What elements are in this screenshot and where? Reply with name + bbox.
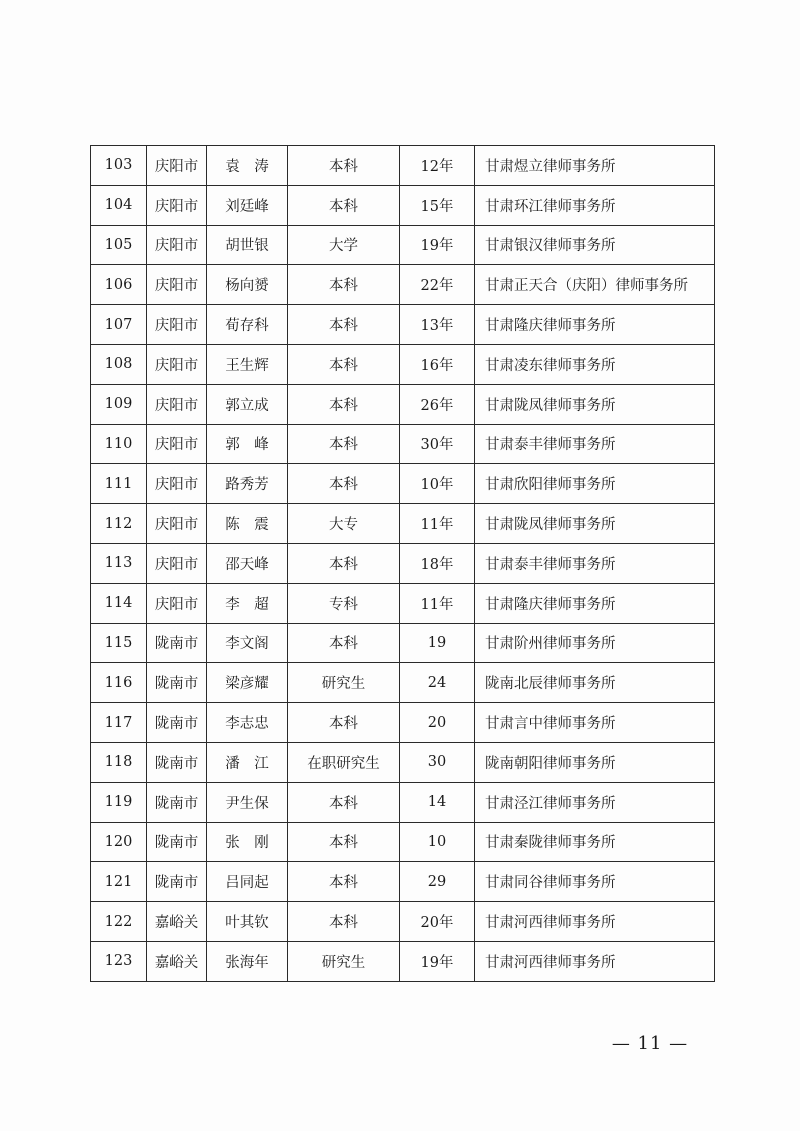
cell-education: 本科	[288, 822, 400, 862]
cell-practice-years: 30年	[400, 424, 475, 464]
table-row	[91, 424, 715, 464]
cell-law-firm: 甘肃河西律师事务所	[475, 902, 715, 942]
cell-lawyer-name: 李 超	[207, 583, 288, 623]
cell-education: 本科	[288, 185, 400, 225]
cell-law-firm: 甘肃河西律师事务所	[475, 941, 715, 981]
cell-practice-years: 10	[400, 822, 475, 862]
cell-practice-years: 24	[400, 663, 475, 703]
cell-practice-years: 12年	[400, 146, 475, 186]
cell-city: 庆阳市	[147, 225, 207, 265]
table-row	[91, 384, 715, 424]
cell-number: 123	[91, 941, 147, 981]
cell-lawyer-name: 杨向赟	[207, 265, 288, 305]
cell-city: 庆阳市	[147, 146, 207, 186]
cell-number: 118	[91, 742, 147, 782]
cell-city: 庆阳市	[147, 265, 207, 305]
cell-law-firm: 甘肃环江律师事务所	[475, 185, 715, 225]
page-number: — 11 —	[611, 1033, 689, 1054]
cell-education: 本科	[288, 265, 400, 305]
cell-education: 本科	[288, 862, 400, 902]
cell-lawyer-name: 叶其钦	[207, 902, 288, 942]
cell-lawyer-name: 袁 涛	[207, 146, 288, 186]
cell-law-firm: 甘肃正天合（庆阳）律师事务所	[475, 265, 715, 305]
cell-education: 大专	[288, 504, 400, 544]
cell-law-firm: 甘肃欣阳律师事务所	[475, 464, 715, 504]
cell-education: 大学	[288, 225, 400, 265]
cell-education: 本科	[288, 464, 400, 504]
cell-city: 庆阳市	[147, 504, 207, 544]
cell-lawyer-name: 王生辉	[207, 344, 288, 384]
cell-practice-years: 29	[400, 862, 475, 902]
cell-lawyer-name: 李志忠	[207, 703, 288, 743]
cell-lawyer-name: 李文阁	[207, 623, 288, 663]
cell-lawyer-name: 邵天峰	[207, 543, 288, 583]
table-row	[91, 941, 715, 981]
cell-practice-years: 10年	[400, 464, 475, 504]
cell-practice-years: 11年	[400, 504, 475, 544]
cell-education: 本科	[288, 146, 400, 186]
table-row	[91, 822, 715, 862]
cell-number: 114	[91, 583, 147, 623]
cell-city: 陇南市	[147, 663, 207, 703]
table-row	[91, 305, 715, 345]
cell-number: 107	[91, 305, 147, 345]
cell-law-firm: 甘肃隆庆律师事务所	[475, 305, 715, 345]
cell-law-firm: 甘肃泰丰律师事务所	[475, 424, 715, 464]
cell-lawyer-name: 郭立成	[207, 384, 288, 424]
cell-number: 122	[91, 902, 147, 942]
table-row	[91, 782, 715, 822]
cell-number: 108	[91, 344, 147, 384]
cell-law-firm: 甘肃秦陇律师事务所	[475, 822, 715, 862]
table-row	[91, 146, 715, 186]
cell-city: 庆阳市	[147, 185, 207, 225]
cell-city: 陇南市	[147, 703, 207, 743]
cell-law-firm: 甘肃凌东律师事务所	[475, 344, 715, 384]
cell-law-firm: 甘肃言中律师事务所	[475, 703, 715, 743]
table-row	[91, 265, 715, 305]
cell-city: 陇南市	[147, 623, 207, 663]
cell-number: 105	[91, 225, 147, 265]
table-row	[91, 583, 715, 623]
cell-lawyer-name: 吕同起	[207, 862, 288, 902]
cell-practice-years: 19	[400, 623, 475, 663]
cell-education: 本科	[288, 424, 400, 464]
table-row	[91, 185, 715, 225]
cell-lawyer-name: 胡世银	[207, 225, 288, 265]
cell-number: 104	[91, 185, 147, 225]
cell-education: 本科	[288, 344, 400, 384]
cell-education: 研究生	[288, 663, 400, 703]
table-row	[91, 344, 715, 384]
cell-law-firm: 甘肃泾江律师事务所	[475, 782, 715, 822]
cell-lawyer-name: 潘 江	[207, 742, 288, 782]
table-row	[91, 504, 715, 544]
cell-lawyer-name: 张 刚	[207, 822, 288, 862]
cell-education: 本科	[288, 543, 400, 583]
cell-practice-years: 14	[400, 782, 475, 822]
cell-law-firm: 甘肃隆庆律师事务所	[475, 583, 715, 623]
cell-practice-years: 19年	[400, 941, 475, 981]
cell-practice-years: 15年	[400, 185, 475, 225]
cell-practice-years: 22年	[400, 265, 475, 305]
cell-practice-years: 19年	[400, 225, 475, 265]
cell-city: 陇南市	[147, 742, 207, 782]
cell-law-firm: 甘肃煜立律师事务所	[475, 146, 715, 186]
cell-practice-years: 11年	[400, 583, 475, 623]
cell-education: 在职研究生	[288, 742, 400, 782]
cell-number: 103	[91, 146, 147, 186]
cell-lawyer-name: 尹生保	[207, 782, 288, 822]
cell-lawyer-name: 刘廷峰	[207, 185, 288, 225]
cell-city: 嘉峪关	[147, 941, 207, 981]
cell-number: 116	[91, 663, 147, 703]
cell-number: 110	[91, 424, 147, 464]
cell-education: 本科	[288, 782, 400, 822]
lawyer-roster-table	[90, 145, 715, 982]
table-row	[91, 902, 715, 942]
cell-education: 本科	[288, 305, 400, 345]
table-row	[91, 225, 715, 265]
table-row	[91, 623, 715, 663]
cell-law-firm: 甘肃陇凤律师事务所	[475, 504, 715, 544]
cell-law-firm: 甘肃同谷律师事务所	[475, 862, 715, 902]
cell-number: 117	[91, 703, 147, 743]
cell-lawyer-name: 陈 震	[207, 504, 288, 544]
cell-law-firm: 甘肃陇凤律师事务所	[475, 384, 715, 424]
table-row	[91, 464, 715, 504]
cell-law-firm: 陇南北辰律师事务所	[475, 663, 715, 703]
cell-city: 嘉峪关	[147, 902, 207, 942]
cell-lawyer-name: 郭 峰	[207, 424, 288, 464]
cell-education: 本科	[288, 703, 400, 743]
cell-law-firm: 陇南朝阳律师事务所	[475, 742, 715, 782]
cell-number: 112	[91, 504, 147, 544]
cell-practice-years: 26年	[400, 384, 475, 424]
cell-lawyer-name: 梁彦耀	[207, 663, 288, 703]
cell-law-firm: 甘肃银汉律师事务所	[475, 225, 715, 265]
cell-city: 庆阳市	[147, 305, 207, 345]
cell-number: 121	[91, 862, 147, 902]
cell-city: 庆阳市	[147, 464, 207, 504]
cell-number: 119	[91, 782, 147, 822]
cell-number: 111	[91, 464, 147, 504]
cell-city: 庆阳市	[147, 543, 207, 583]
cell-lawyer-name: 路秀芳	[207, 464, 288, 504]
cell-number: 109	[91, 384, 147, 424]
cell-education: 研究生	[288, 941, 400, 981]
cell-number: 113	[91, 543, 147, 583]
cell-practice-years: 13年	[400, 305, 475, 345]
table-row	[91, 703, 715, 743]
cell-education: 本科	[288, 623, 400, 663]
roster-table-body	[91, 146, 715, 982]
cell-practice-years: 30	[400, 742, 475, 782]
cell-number: 106	[91, 265, 147, 305]
cell-law-firm: 甘肃泰丰律师事务所	[475, 543, 715, 583]
cell-law-firm: 甘肃阶州律师事务所	[475, 623, 715, 663]
cell-education: 本科	[288, 384, 400, 424]
cell-city: 陇南市	[147, 782, 207, 822]
cell-number: 120	[91, 822, 147, 862]
cell-number: 115	[91, 623, 147, 663]
cell-education: 本科	[288, 902, 400, 942]
cell-practice-years: 20	[400, 703, 475, 743]
cell-practice-years: 18年	[400, 543, 475, 583]
cell-practice-years: 20年	[400, 902, 475, 942]
cell-city: 庆阳市	[147, 344, 207, 384]
table-row	[91, 862, 715, 902]
cell-city: 庆阳市	[147, 384, 207, 424]
cell-education: 专科	[288, 583, 400, 623]
cell-city: 陇南市	[147, 822, 207, 862]
cell-lawyer-name: 张海年	[207, 941, 288, 981]
table-row	[91, 742, 715, 782]
table-row	[91, 543, 715, 583]
table-row	[91, 663, 715, 703]
cell-practice-years: 16年	[400, 344, 475, 384]
cell-city: 庆阳市	[147, 424, 207, 464]
cell-lawyer-name: 荀存科	[207, 305, 288, 345]
cell-city: 陇南市	[147, 862, 207, 902]
cell-city: 庆阳市	[147, 583, 207, 623]
